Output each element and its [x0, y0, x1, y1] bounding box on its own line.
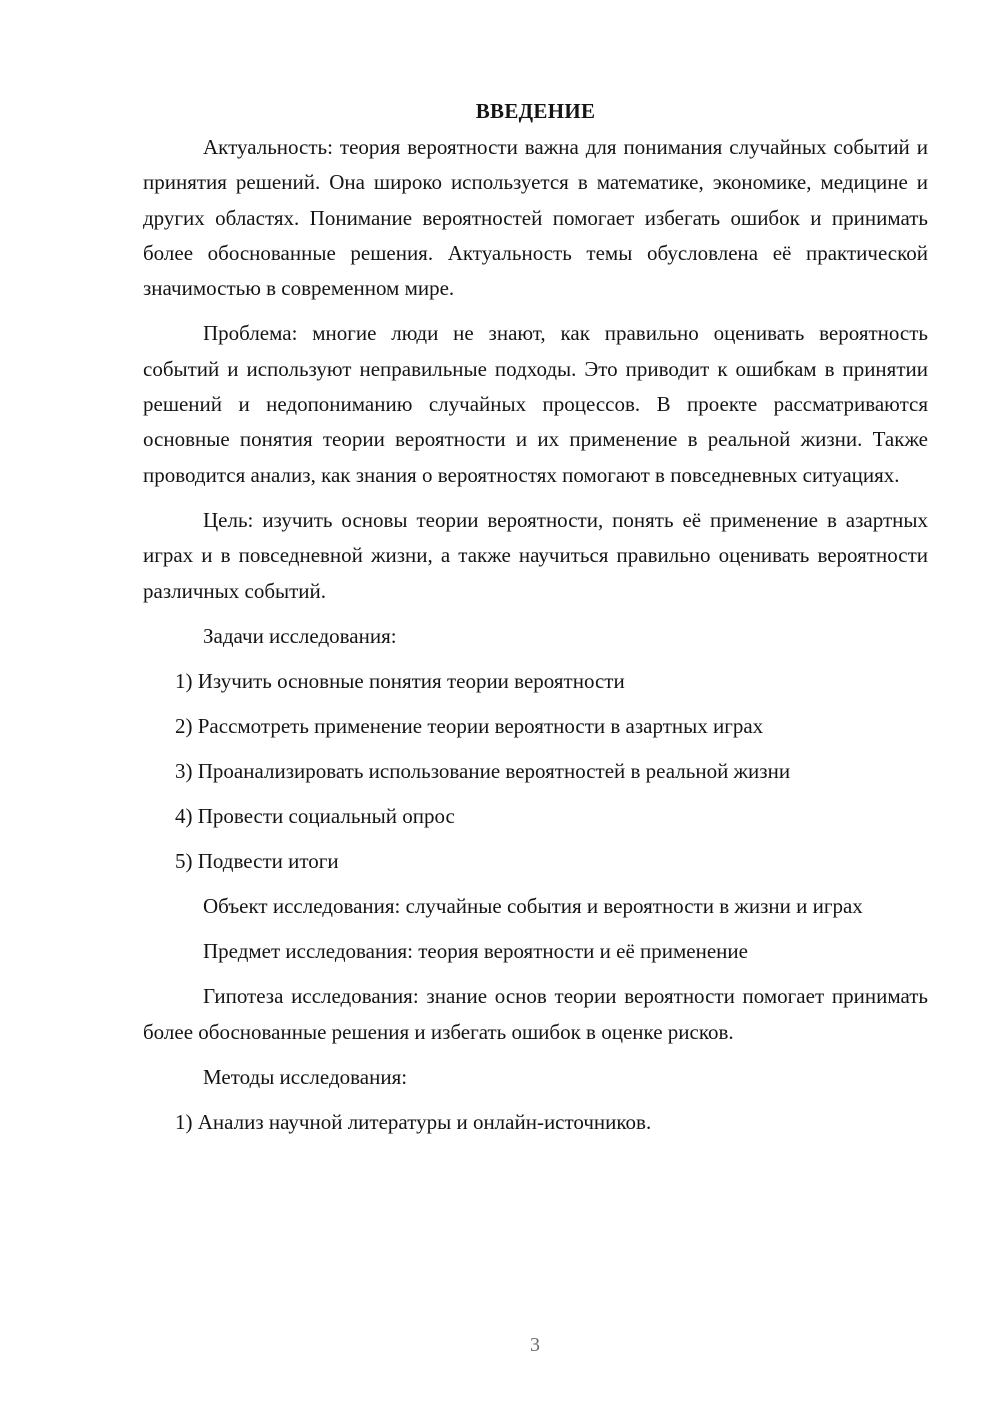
method-item: 1) Анализ научной литературы и онлайн-источников. — [175, 1110, 652, 1135]
tasks-list — [143, 664, 928, 879]
goal-paragraph: Цель: изучить основы теории вероятности, понять её применение в азартных играх и в повседневной жизни, а также научиться правильно оценивать вероятности различных событий. — [143, 507, 928, 603]
section-heading: ВВЕДЕНИЕ — [475, 99, 596, 123]
subject-paragraph: Предмет исследования: теория вероятности и её применение — [203, 939, 748, 964]
task-item: 3) Проанализировать использование вероятностей в реальной жизни — [175, 758, 791, 783]
task-item: 4) Провести социальный опрос — [175, 803, 455, 828]
problem-paragraph: Проблема: многие люди не знают, как правильно оценивать вероятность событий и используют неправильные подходы. Это приводит к ошибкам в принятии решений и недопониманию случайных процессов. В проекте рассматриваются основные понятия теории вероятности и их применение в реальной жизни. Также проводится анализ, как знания о вероятностях помогают в повседневных ситуациях. — [143, 321, 928, 487]
methods-list — [143, 1105, 928, 1140]
hypothesis-paragraph: Гипотеза исследования: знание основ теории вероятности помогает принимать более обоснованные решения и избегать ошибок в оценке рисков. — [143, 984, 928, 1044]
task-item: 1) Изучить основные понятия теории вероятности — [175, 668, 625, 693]
object-paragraph: Объект исследования: случайные события и вероятности в жизни и играх — [203, 893, 863, 918]
document-page — [143, 96, 928, 1150]
task-item: 5) Подвести итоги — [175, 848, 339, 873]
tasks-label: Задачи исследования: — [203, 623, 397, 648]
page-number: 3 — [530, 1334, 540, 1356]
methods-label: Методы исследования: — [203, 1065, 408, 1090]
relevance-paragraph: Актуальность: теория вероятности важна для понимания случайных событий и принятия решений. Она широко используется в математике, экономике, медицине и других областях. Понимание вероятностей помогает избегать ошибок и принимать более обоснованные решения. Актуальность темы обусловлена её практической значимостью в современном мире. — [143, 135, 928, 301]
task-item: 2) Рассмотреть применение теории вероятности в азартных играх — [175, 713, 764, 738]
